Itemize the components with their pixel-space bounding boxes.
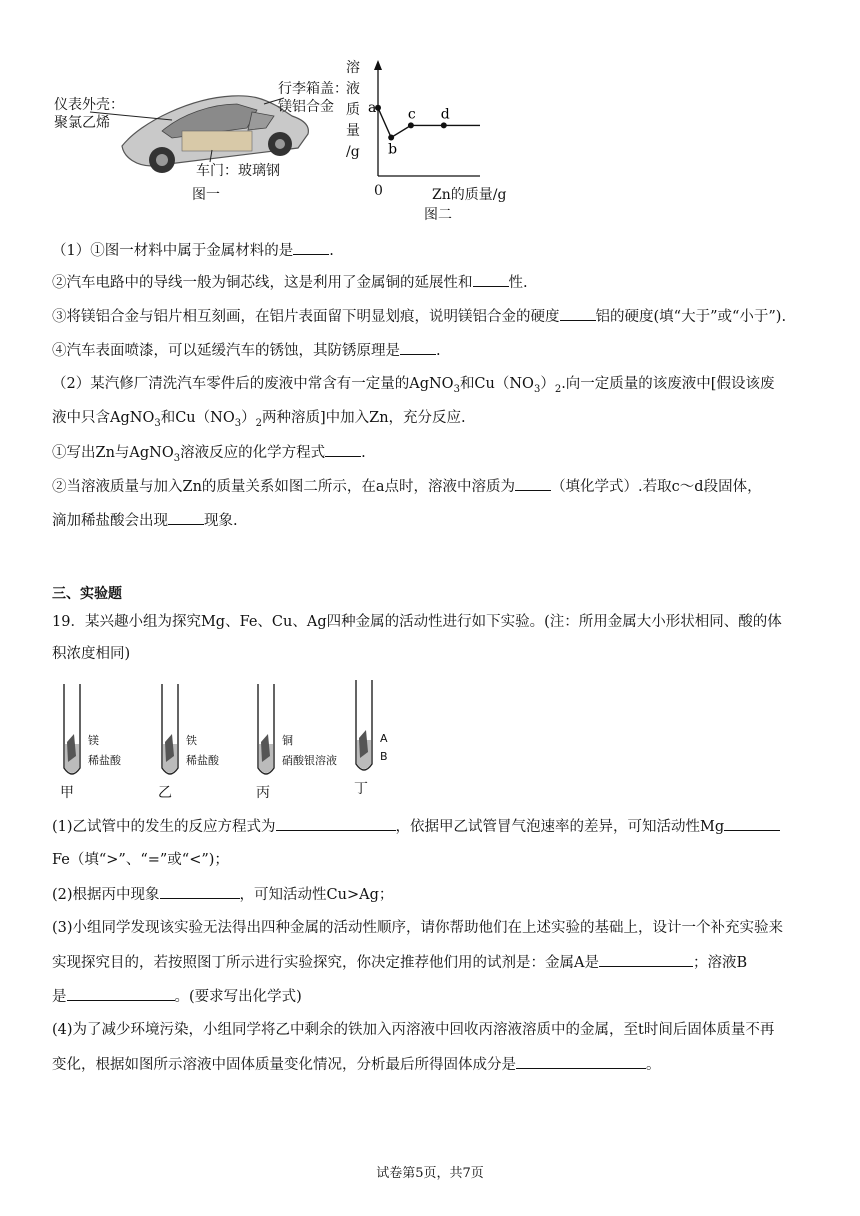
text: ）: [241, 410, 256, 426]
q19-intro-line2: 积浓度相同): [52, 646, 131, 662]
q19-s1a: [52, 816, 780, 837]
tube-3-name: 丙: [256, 785, 270, 801]
q18-p2d: [52, 476, 762, 497]
q19-s4a: (4)为了减少环境污染，小组同学将乙中剩余的铁加入丙溶液中回收丙溶液溶质中的金属，至t时间后固体质量不再: [52, 1022, 775, 1038]
label-dashboard-line2: 聚氯乙烯: [54, 115, 110, 131]
q19-s4b: [52, 1054, 661, 1075]
text: （2）某汽修厂清洗汽车零件后的废液中常含有一定量的AgNO: [52, 376, 454, 392]
text: ；溶液B: [692, 955, 748, 971]
answer-blank[interactable]: [276, 816, 396, 831]
label-door: 车门：玻璃钢: [196, 163, 280, 179]
q18-p1a: [52, 240, 334, 261]
point-label-c: c: [407, 106, 416, 123]
answer-blank[interactable]: [293, 240, 329, 255]
answer-blank[interactable]: [516, 1054, 646, 1069]
q18-p2c: [52, 442, 366, 469]
subscript: 2: [554, 383, 562, 395]
q18-p2e: [52, 510, 238, 531]
figure-chart: [340, 56, 540, 226]
label-trunk: [278, 80, 348, 116]
q18-p2a: [52, 374, 774, 400]
ylabel-char-4: 量: [346, 123, 360, 139]
series-line: [378, 108, 480, 138]
chart-origin: 0: [374, 183, 383, 199]
text: 性.: [508, 275, 528, 291]
ylabel-char-5: /g: [346, 144, 360, 160]
text: 铝的硬度(填“大于”或“小于”).: [595, 309, 787, 325]
point-b: [388, 135, 394, 141]
subscript: 3: [154, 417, 161, 429]
answer-blank[interactable]: [400, 340, 436, 355]
q19-s3c: [52, 986, 302, 1007]
text: ②当溶液质量与加入Zn的质量关系如图二所示，在a点时，溶液中溶质为: [52, 479, 516, 495]
figure2-caption: 图二: [424, 207, 452, 223]
point-d: [441, 122, 447, 128]
text: 和Cu（NO: [160, 410, 235, 426]
text: ④汽车表面喷漆，可以延缓汽车的锈蚀，其防锈原理是: [52, 343, 400, 359]
page-footer: 试卷第5页，共7页: [376, 1166, 484, 1181]
ylabel-char-3: 质: [346, 102, 360, 118]
text: 实现探究目的，若按照图丁所示进行实验探究，你决定推荐他们用的试剂是：金属A是: [52, 955, 599, 971]
figure-car: [52, 76, 352, 206]
tube-2-name: 乙: [158, 785, 172, 801]
tube-2-metal: 铁: [186, 734, 197, 747]
text: （填化学式）.若取c～d段固体，: [551, 479, 762, 495]
answer-blank[interactable]: [515, 476, 551, 491]
q19-s1b: Fe（填“>”、“=”或“<”)；: [52, 852, 229, 868]
q18-p1d: [52, 340, 441, 361]
chart-xlabel: Zn的质量/g: [432, 187, 507, 203]
tube-4-name: 丁: [354, 781, 368, 797]
tube-3-solution: 硝酸银溶液: [282, 754, 337, 767]
test-tubes-figure: [52, 680, 412, 800]
text: 两种溶质]中加入Zn，充分反应.: [261, 410, 466, 426]
text: 变化，根据如图所示溶液中固体质量变化情况，分析最后所得固体成分是: [52, 1057, 516, 1073]
q19-s3b: [52, 952, 747, 973]
answer-blank[interactable]: [168, 510, 204, 525]
answer-blank[interactable]: [560, 306, 596, 321]
text: 溶液反应的化学方程式: [180, 445, 326, 461]
text: （1）①图一材料中属于金属材料的是: [52, 243, 294, 259]
subscript: 3: [453, 383, 460, 395]
ylabel-char-2: 液: [346, 81, 360, 97]
q18-p2b: [52, 408, 466, 434]
point-c: [408, 122, 414, 128]
q19-s2: [52, 884, 393, 905]
text: .: [436, 343, 441, 359]
text: 和Cu（NO: [459, 376, 534, 392]
q19-s3a: (3)小组同学发现该实验无法得出四种金属的活动性顺序，请你帮助他们在上述实验的基础上，设计一个补充实验来: [52, 920, 784, 936]
text: (1)乙试管中的发生的反应方程式为: [52, 819, 276, 835]
text: ）: [540, 376, 555, 392]
answer-blank[interactable]: [325, 442, 361, 457]
tube-4-drawing: [350, 680, 390, 780]
text: ，依据甲乙试管冒气泡速率的差异，可知活动性Mg: [395, 819, 725, 835]
subscript: 3: [234, 417, 242, 429]
answer-blank[interactable]: [473, 272, 509, 287]
q18-p1b: [52, 272, 528, 293]
text: 滴加稀盐酸会出现: [52, 513, 168, 529]
q19-intro-line1: 19．某兴趣小组为探究Mg、Fe、Cu、Ag四种金属的活动性进行如下实验。(注：所用金属大小形状相同、酸的体: [52, 614, 782, 630]
q18-p1c: [52, 306, 786, 327]
tube-1-metal: 镁: [88, 734, 99, 747]
text: 液中只含AgNO: [52, 410, 155, 426]
text: .: [361, 445, 366, 461]
ylabel-char-1: 溶: [346, 60, 360, 76]
text: 是: [52, 989, 67, 1005]
tube-1-name: 甲: [60, 785, 74, 801]
tube-2-solution: 稀盐酸: [186, 754, 219, 767]
text: 。(要求写出化学式): [174, 989, 302, 1005]
tube-4-solution: B: [380, 750, 388, 763]
answer-blank[interactable]: [724, 816, 780, 831]
section-title: 三、实验题: [52, 586, 122, 602]
text: 。: [646, 1057, 661, 1073]
subscript: 3: [173, 452, 181, 464]
subscript: 3: [533, 383, 541, 395]
text: ①写出Zn与AgNO: [52, 445, 174, 461]
text: .: [329, 243, 334, 259]
text: ，可知活动性Cu>Ag；: [239, 887, 394, 903]
label-dashboard-line1: 仪表外壳：: [54, 97, 124, 113]
figure1-caption: 图一: [192, 187, 220, 203]
answer-blank[interactable]: [160, 884, 240, 899]
text: (2)根据丙中现象: [52, 887, 160, 903]
answer-blank[interactable]: [599, 952, 693, 967]
text: 现象.: [204, 513, 238, 529]
subscript: 2: [255, 417, 262, 429]
point-label-d: d: [440, 106, 450, 123]
label-dashboard: [54, 96, 124, 132]
answer-blank[interactable]: [67, 986, 175, 1001]
point-label-b: b: [388, 141, 398, 158]
text: ②汽车电路中的导线一般为铜芯线，这是利用了金属铜的延展性和: [52, 275, 473, 291]
tube-4-metal: A: [380, 732, 388, 745]
label-trunk-line1: 行李箱盖：: [278, 81, 348, 97]
y-axis-arrow: [374, 60, 382, 70]
text: ③将镁铝合金与铝片相互刻画，在铝片表面留下明显划痕，说明镁铝合金的硬度: [52, 309, 560, 325]
text: .向一定质量的该废液中[假设该废: [561, 376, 775, 392]
label-trunk-line2: 镁铝合金: [278, 99, 334, 115]
tube-1-solution: 稀盐酸: [88, 754, 121, 767]
tube-3-metal: 铜: [282, 734, 293, 747]
point-label-a: a: [368, 99, 377, 116]
